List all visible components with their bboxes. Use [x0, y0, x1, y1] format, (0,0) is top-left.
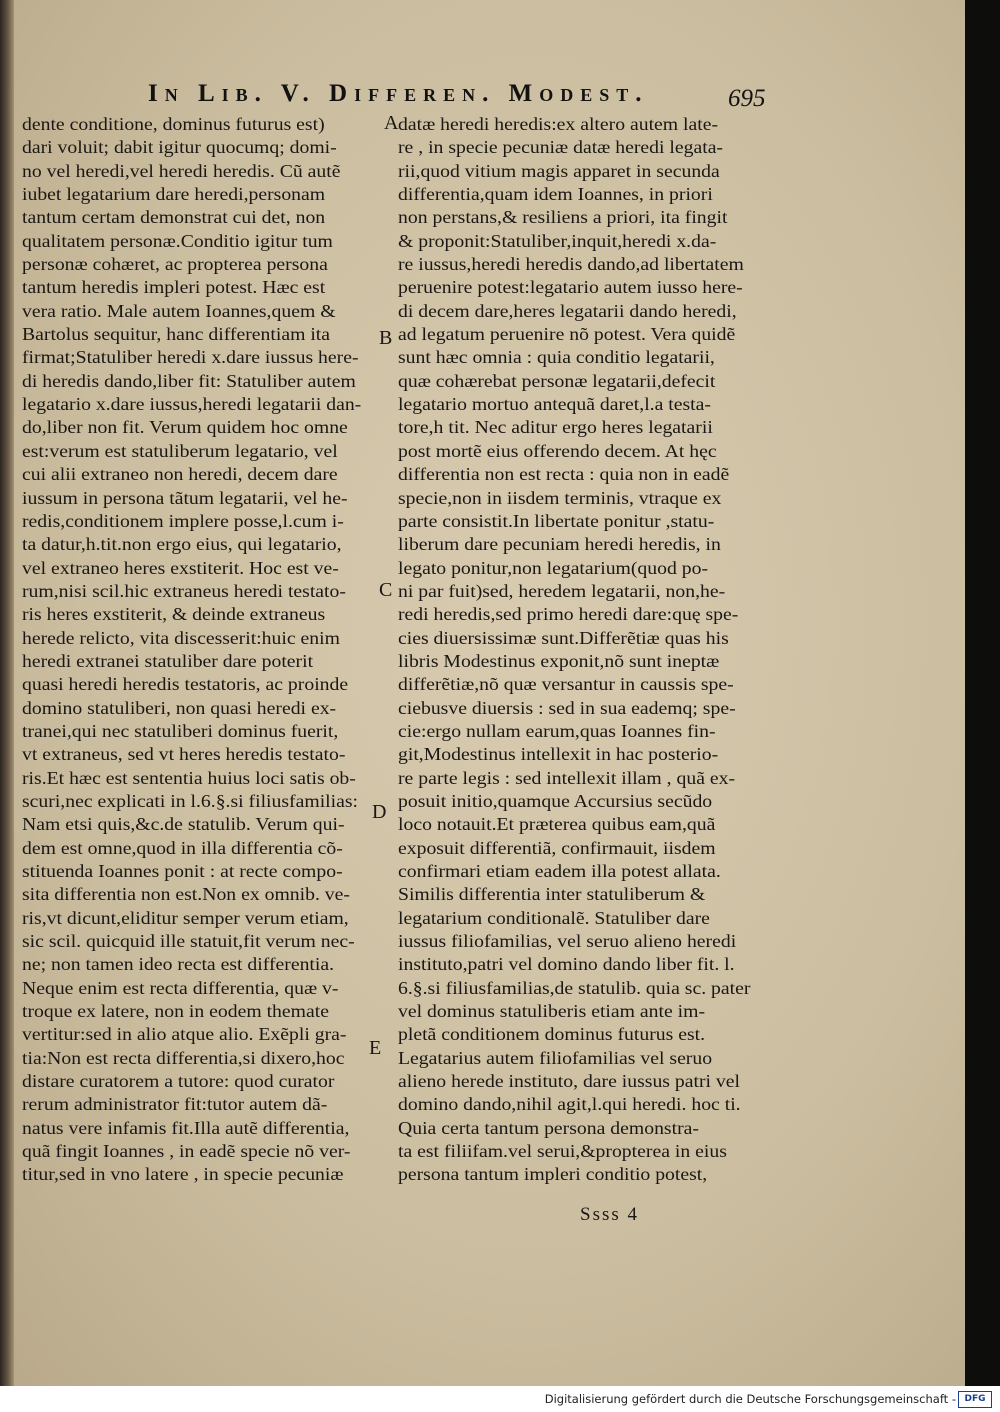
text-line: Bartolus sequitur, hanc differentiam ita: [22, 324, 331, 345]
text-line: sunt hæc omnia : quia conditio legatarii,: [398, 347, 715, 368]
text-line: Similis differentia inter statuliberum &: [398, 884, 706, 905]
text-line: alieno herede instituto, dare iussus patri vel: [398, 1071, 741, 1092]
text-line: di heredis dando,liber fit: Statuliber autem: [22, 370, 356, 391]
text-line: specie,non in iisdem terminis, vtraque ex: [398, 487, 722, 508]
text-line: natus vere infamis fit.Illa autẽ differentia,: [22, 1117, 350, 1138]
text-line: heredi extranei statuliber dare poterit: [22, 650, 314, 671]
text-line: dari voluit; dabit igitur quocumq; domi-: [22, 137, 337, 158]
text-line: ris heres exstiterit, & deinde extraneus: [22, 604, 326, 625]
text-line: tantum heredis impleri potest. Hæc est: [22, 277, 326, 298]
text-line: tranei,qui nec statuliberi dominus fuerit,: [22, 720, 339, 741]
text-line: differẽtiæ,nõ quæ versantur in caussis spe-: [398, 674, 734, 695]
text-line: re , in specie pecuniæ datæ heredi legata-: [398, 137, 724, 158]
text-line: loco notauit.Et præterea quibus eam,quã: [398, 814, 716, 835]
text-line: vel dominus statuliberis etiam ante im-: [398, 1001, 706, 1022]
text-line: scuri,nec explicati in l.6.§.si filiusfamilias:: [22, 790, 359, 811]
text-line: vel extraneo heres exstiterit. Hoc est ve-: [22, 557, 339, 578]
text-line: iussum in persona tãtum legatarii, vel he-: [22, 487, 348, 508]
text-line: vertitur:sed in alio atque alio. Exẽpli gra-: [22, 1024, 347, 1045]
text-line: persona tantum impleri conditio potest,: [398, 1164, 708, 1185]
margin-marker-d: D: [372, 801, 387, 823]
text-line: differentia,quam idem Ioannes, in priori: [398, 184, 713, 205]
text-line: re iussus,heredi heredis dando,ad libertatem: [398, 254, 744, 275]
text-line: stituenda Ioannes ponit : at recte compo-: [22, 861, 343, 881]
text-line: cies diuersissimæ sunt.Differẽtiæ quas his: [398, 627, 729, 648]
page-gutter: [0, 0, 14, 1386]
text-line: parte consistit.In libertate ponitur ,statu-: [398, 510, 715, 531]
left-text-column: [22, 113, 374, 1187]
text-line: tantum certam demonstrat cui det, non: [22, 207, 326, 228]
text-line: legato ponitur,non legatarium(quod po-: [398, 557, 709, 578]
right-text-column: [398, 113, 768, 1187]
signature-mark: Ssss 4: [580, 1204, 639, 1225]
text-line: redi heredis,sed primo heredi dare:quę spe-: [398, 604, 739, 625]
text-line: dem est omne,quod in illa differentia cõ-: [22, 837, 343, 858]
footer-bar: [0, 1386, 1000, 1412]
text-line: ta datur,h.tit.non ergo eius, qui legatario,: [22, 534, 342, 555]
text-line: & proponit:Statuliber,inquit,heredi x.da-: [398, 230, 717, 251]
text-line: 6.§.si filiusfamilias,de statulib. quia sc. pater: [398, 977, 751, 998]
text-line: tia:Non est recta differentia,si dixero,hoc: [22, 1047, 345, 1068]
text-line: rum,nisi scil.hic extraneus heredi testato-: [22, 580, 346, 601]
text-line: dente conditione, dominus futurus est): [22, 114, 325, 134]
text-line: rii,quod vitium magis apparet in secunda: [398, 160, 720, 181]
margin-marker-e: E: [369, 1037, 382, 1059]
dfg-logo: DFG: [958, 1391, 992, 1408]
text-line: ni par fuit)sed, heredem legatarii, non,he-: [398, 580, 726, 601]
text-line: liberum dare pecuniam heredi heredis, in: [398, 534, 721, 555]
text-line: exposuit differentiã, confirmauit, iisdem: [398, 837, 716, 858]
text-line: Quia certa tantum persona demonstra-: [398, 1117, 699, 1138]
text-line: herede relicto, vita discesserit:huic enim: [22, 627, 340, 648]
text-line: sic scil. quicquid ille statuit,fit verum nec-: [22, 931, 355, 952]
text-line: do,liber non fit. Verum quidem hoc omne: [22, 417, 348, 438]
text-line: libris Modestinus exponit,nõ sunt ineptæ: [398, 650, 720, 671]
text-line: iussus filiofamilias, vel seruo alieno heredi: [398, 931, 737, 952]
text-line: quasi heredi heredis testatoris, ac proinde: [22, 674, 349, 695]
text-line: vera ratio. Male autem Ioannes,quem &: [22, 300, 336, 321]
text-line: re parte legis : sed intellexit illam , quã ex-: [398, 767, 736, 788]
text-line: legatario x.dare iussus,heredi legatarii dan-: [22, 394, 362, 415]
margin-marker-c: C: [379, 579, 393, 601]
text-line: no vel heredi,vel heredi heredis. Cũ autẽ: [22, 160, 341, 181]
text-line: datæ heredi heredis:ex altero autem late-: [398, 114, 719, 134]
text-line: sita differentia non est.Non ex omnib. ve-: [22, 884, 350, 905]
text-line: redis,conditionem implere posse,l.cum i-: [22, 510, 344, 531]
text-line: posuit initio,quamque Accursius secũdo: [398, 790, 713, 811]
text-line: ris.Et hæc est sententia huius loci satis ob-: [22, 767, 356, 788]
text-line: non perstans,& resiliens a priori, ita fingit: [398, 207, 728, 228]
text-line: confirmari etiam eadem illa potest allata.: [398, 861, 721, 881]
text-line: git,Modestinus intellexit in hac posterio-: [398, 744, 719, 765]
text-line: domino dando,nihil agit,l.qui heredi. hoc ti.: [398, 1094, 741, 1115]
text-line: instituto,patri vel domino dando liber fit. l.: [398, 954, 735, 975]
text-line: domino statuliberi, non quasi heredi ex-: [22, 697, 337, 718]
text-line: distare curatorem a tutore: quod curator: [22, 1071, 335, 1092]
text-line: Legatarius autem filiofamilias vel seruo: [398, 1047, 713, 1068]
text-line: Nam etsi quis,&c.de statulib. Verum qui-: [22, 814, 345, 835]
text-line: di decem dare,heres legatarii dando heredi,: [398, 300, 737, 321]
text-line: ad legatum peruenire nõ potest. Vera quidẽ: [398, 324, 736, 345]
text-line: peruenire potest:legatario autem iusso here-: [398, 277, 743, 298]
margin-marker-a: A: [384, 112, 399, 134]
text-line: ris,vt dicunt,eliditur semper verum etiam,: [22, 907, 349, 928]
page-number: 695: [728, 85, 766, 112]
text-line: Neque enim est recta differentia, quæ v-: [22, 977, 339, 998]
text-line: firmat;Statuliber heredi x.dare iussus here-: [22, 347, 359, 368]
margin-marker-b: B: [379, 327, 393, 349]
text-line: tore,h tit. Nec aditur ergo heres legatarii: [398, 417, 713, 438]
text-line: troque ex latere, non in eodem themate: [22, 1001, 329, 1022]
text-line: ta est filiifam.vel serui,&propterea in eius: [398, 1141, 727, 1162]
text-line: vt extraneus, sed vt heres heredis testato-: [22, 744, 346, 765]
text-line: differentia non est recta : quia non in eadẽ: [398, 464, 730, 485]
text-line: cui alii extraneo non heredi, decem dare: [22, 464, 338, 485]
text-line: personæ cohæret, ac propterea persona: [22, 254, 328, 275]
text-line: iubet legatarium dare heredi,personam: [22, 184, 326, 205]
text-line: ciebusve diuersis : sed in sua eademq; spe-: [398, 697, 736, 718]
text-line: ne; non tamen ideo recta est differentia.: [22, 954, 335, 975]
text-line: qualitatem personæ.Conditio igitur tum: [22, 230, 333, 251]
text-line: quã fingit Ioannes , in eadẽ specie nõ ver-: [22, 1141, 351, 1162]
text-line: legatarium conditionalẽ. Statuliber dare: [398, 907, 710, 928]
text-line: rerum administrator fit:tutor autem dã-: [22, 1094, 328, 1115]
text-line: legatario mortuo antequã daret,l.a testa-: [398, 394, 711, 415]
funding-notice: Digitalisierung gefördert durch die Deutsche Forschungsgemeinschaft -: [544, 1392, 956, 1406]
text-line: est:verum est statuliberum legatario, vel: [22, 440, 338, 461]
text-line: quæ cohærebat personæ legatarii,defecit: [398, 370, 716, 391]
text-line: cie:ergo nullam earum,quas Ioannes fin-: [398, 720, 716, 741]
text-line: pletã conditionem dominus futurus est.: [398, 1024, 706, 1045]
running-head: In Lib. V. Differen. Modest.: [148, 80, 649, 107]
text-line: post mortẽ eius offerendo decem. At hęc: [398, 440, 717, 461]
text-line: titur,sed in vno latere , in specie pecuniæ: [22, 1164, 344, 1185]
